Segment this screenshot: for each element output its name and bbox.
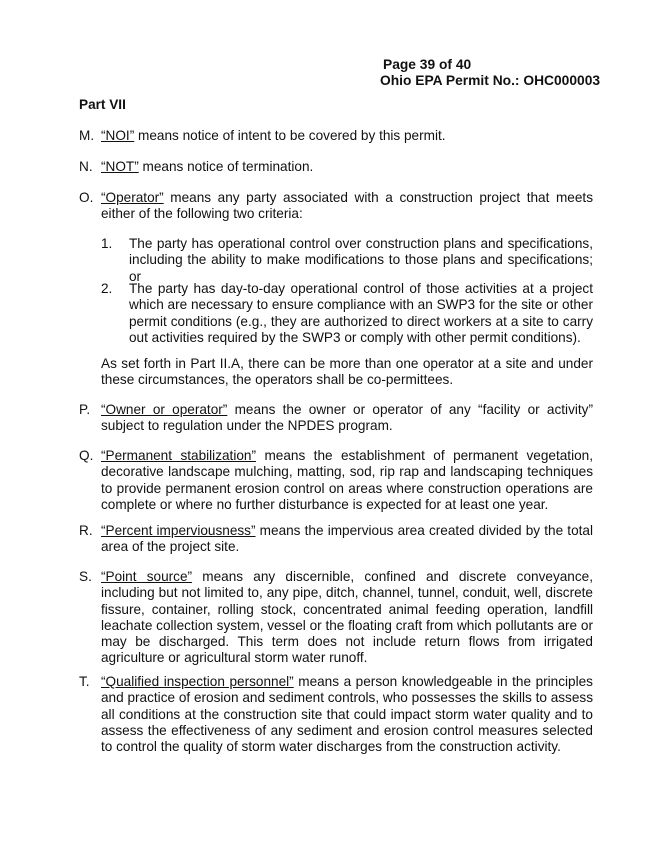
definition-text: means notice of termination. xyxy=(138,159,314,174)
criterion-text: The party has day-to-day operational control of those activities at a project which are necessary to ensure compliance with an SWP3 for the site or other permit conditions (e.g., they are authorized to direct workers at a site to carry out activities required by the SWP3 or comply with other permit conditions). xyxy=(129,281,593,345)
definition-text: means notice of intent to be covered by this permit. xyxy=(134,128,446,143)
definition-noi xyxy=(79,128,593,144)
definition-owner-or-operator xyxy=(79,402,593,435)
definition-term: “Percent imperviousness” xyxy=(101,523,256,538)
permit-number: Ohio EPA Permit No.: OHC000003 xyxy=(380,73,601,88)
definition-letter: N. xyxy=(79,159,93,174)
criterion-text: The party has operational control over construction plans and specifications, including the ability to make modifications to those plans and specifications; or xyxy=(129,236,593,284)
criterion-number: 1. xyxy=(101,236,113,251)
operator-criterion-1 xyxy=(101,236,593,285)
definition-text: means the owner or operator of any “facility or activity” subject to regulation under the NPDES program. xyxy=(101,402,593,434)
definition-operator xyxy=(79,190,593,223)
definition-text: means any discernible, confined and discrete conveyance, including but not limited to, any pipe, ditch, channel, tunnel, conduit, well, discrete fissure, container, rolling stock, concentrated animal feeding operation, landfill leachate collection system, vessel or the floating craft from which pollutants are or may be discharged. This term does not include return flows from irrigated agriculture or agricultural storm water runoff. xyxy=(101,569,593,666)
criterion-number: 2. xyxy=(101,281,113,296)
definition-qualified-inspection-personnel xyxy=(79,674,593,755)
definition-term: “Operator” xyxy=(101,190,164,205)
definition-not xyxy=(79,159,593,175)
page-header xyxy=(380,57,630,89)
page-number: Page 39 of 40 xyxy=(383,57,472,72)
definition-letter: R. xyxy=(79,523,93,538)
definition-permanent-stabilization xyxy=(79,448,593,513)
definition-text: means the establishment of permanent vegetation, decorative landscape mulching, matting, sod, rip rap and landscaping techniques to provide permanent erosion control on areas where construction operations are complete or where no further disturbance is expected for at least one year. xyxy=(101,448,593,512)
definition-text: means a person knowledgeable in the principles and practice of erosion and sediment controls, who possesses the skills to assess all conditions at the construction site that could impact storm water quality and to assess the effectiveness of any sediment and erosion control measures selected to control the quality of storm water discharges from the construction activity. xyxy=(101,674,593,755)
definition-letter: S. xyxy=(79,569,92,584)
definition-text: means the impervious area created divided by the total area of the project site. xyxy=(101,523,593,555)
operator-criterion-2 xyxy=(101,281,593,346)
definition-letter: P. xyxy=(79,402,91,417)
definition-letter: O. xyxy=(79,190,94,205)
definition-letter: Q. xyxy=(79,448,94,463)
definition-term: “Owner or operator” xyxy=(101,402,228,417)
definition-term: “Permanent stabilization” xyxy=(101,448,257,463)
definition-term: “NOT” xyxy=(101,159,139,174)
definition-term: “Point source” xyxy=(101,569,193,584)
definition-term: “NOI” xyxy=(101,128,135,143)
definition-term: “Qualified inspection personnel” xyxy=(101,674,294,689)
definition-point-source xyxy=(79,569,593,667)
definition-percent-imperviousness xyxy=(79,523,593,556)
part-title: Part VII xyxy=(79,97,126,112)
definition-text: means any party associated with a construction project that meets either of the following two criteria: xyxy=(101,190,593,222)
operator-note: As set forth in Part II.A, there can be more than one operator at a site and under these circumstances, the operators shall be co-permittees. xyxy=(101,356,593,388)
definition-letter: M. xyxy=(79,128,95,143)
definition-letter: T. xyxy=(79,674,90,689)
